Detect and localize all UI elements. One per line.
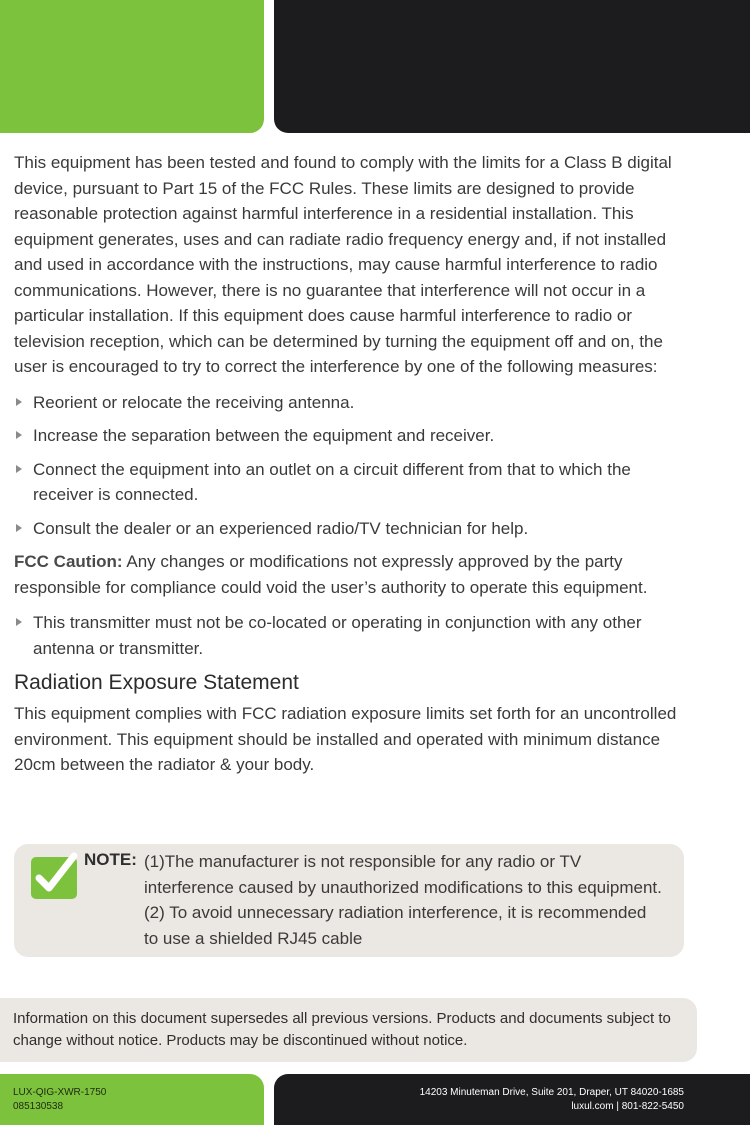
footer-green-block (0, 1074, 264, 1125)
caution-text: Any changes or modifications not expressly approved by the party responsible for compliance could void the user’s authority to operate this equipment. (14, 552, 648, 597)
list-item (14, 610, 686, 661)
fcc-intro-paragraph: This equipment has been tested and found to comply with the limits for a Class B digital device, pursuant to Part 15 of the FCC Rules. These limits are designed to provide reasonable protection against harmful interference in a residential installation. This equipment generates, uses and can radiate radio frequency energy and, if not installed and used in accordance with the instructions, may cause harmful interference to radio communications. However, there is no guarantee that interference will not occur in a particular installation. If this equipment does cause harmful interference to radio or television reception, which can be determined by turning the equipment off and on, the user is encouraged to try to correct the interference by one of the following measures: (14, 153, 672, 376)
radiation-paragraph: This equipment complies with FCC radiation exposure limits set forth for an uncontrolled environment. This equipment should be installed and operated with minimum distance 20cm between the radiator & your body. (14, 704, 677, 774)
measures-list (14, 390, 686, 542)
note-box (14, 844, 684, 957)
fcc-caution (14, 549, 686, 600)
footer-doc-info (13, 1086, 106, 1114)
bullet-triangle-icon (16, 524, 22, 532)
footer-contact (420, 1086, 684, 1114)
radiation-heading: Radiation Exposure Statement (14, 671, 299, 694)
company-address: 14203 Minuteman Drive, Suite 201, Draper, UT 84020-1685 (419, 1087, 684, 1098)
measure-text: Connect the equipment into an outlet on a circuit different from that to which the receiver is connected. (33, 459, 631, 504)
list-item (14, 390, 686, 416)
footer-dark-block (274, 1074, 750, 1125)
disclaimer-box (0, 998, 697, 1062)
header-green-block (0, 0, 264, 133)
company-website-phone: luxul.com | 801-822-5450 (571, 1101, 684, 1112)
transmitter-text: This transmitter must not be co-located or operating in conjunction with any other antenna or transmitter. (33, 613, 642, 658)
measure-text: Consult the dealer or an experienced radio/TV technician for help. (33, 518, 529, 538)
bullet-triangle-icon (16, 431, 22, 439)
checkmark-icon (30, 852, 80, 900)
list-item (14, 457, 686, 508)
measure-text: Reorient or relocate the receiving antenna. (33, 392, 355, 412)
bullet-triangle-icon (16, 618, 22, 626)
transmitter-list (14, 610, 686, 661)
bullet-triangle-icon (16, 398, 22, 406)
caution-label: FCC Caution: (14, 552, 123, 571)
measure-text: Increase the separation between the equipment and receiver. (33, 426, 495, 445)
note-label: NOTE: (84, 850, 137, 869)
bullet-triangle-icon (16, 465, 22, 473)
compliance-section (14, 150, 686, 778)
list-item (14, 423, 686, 449)
disclaimer-text: Information on this document supersedes all previous versions. Products and documents subject to change without notice. Products may be discontinued without notice. (13, 1010, 671, 1049)
note-text: (1)The manufacturer is not responsible for any radio or TV interference caused by unauthorized modifications to this equipment.(2) To avoid unnecessary radiation interference, it is recommended to use a shielded RJ45 cable (144, 852, 662, 948)
doc-id: LUX-QIG-XWR-1750 (13, 1087, 107, 1098)
doc-number: 085130538 (13, 1101, 64, 1112)
header-dark-block (274, 0, 750, 133)
list-item (14, 516, 686, 542)
